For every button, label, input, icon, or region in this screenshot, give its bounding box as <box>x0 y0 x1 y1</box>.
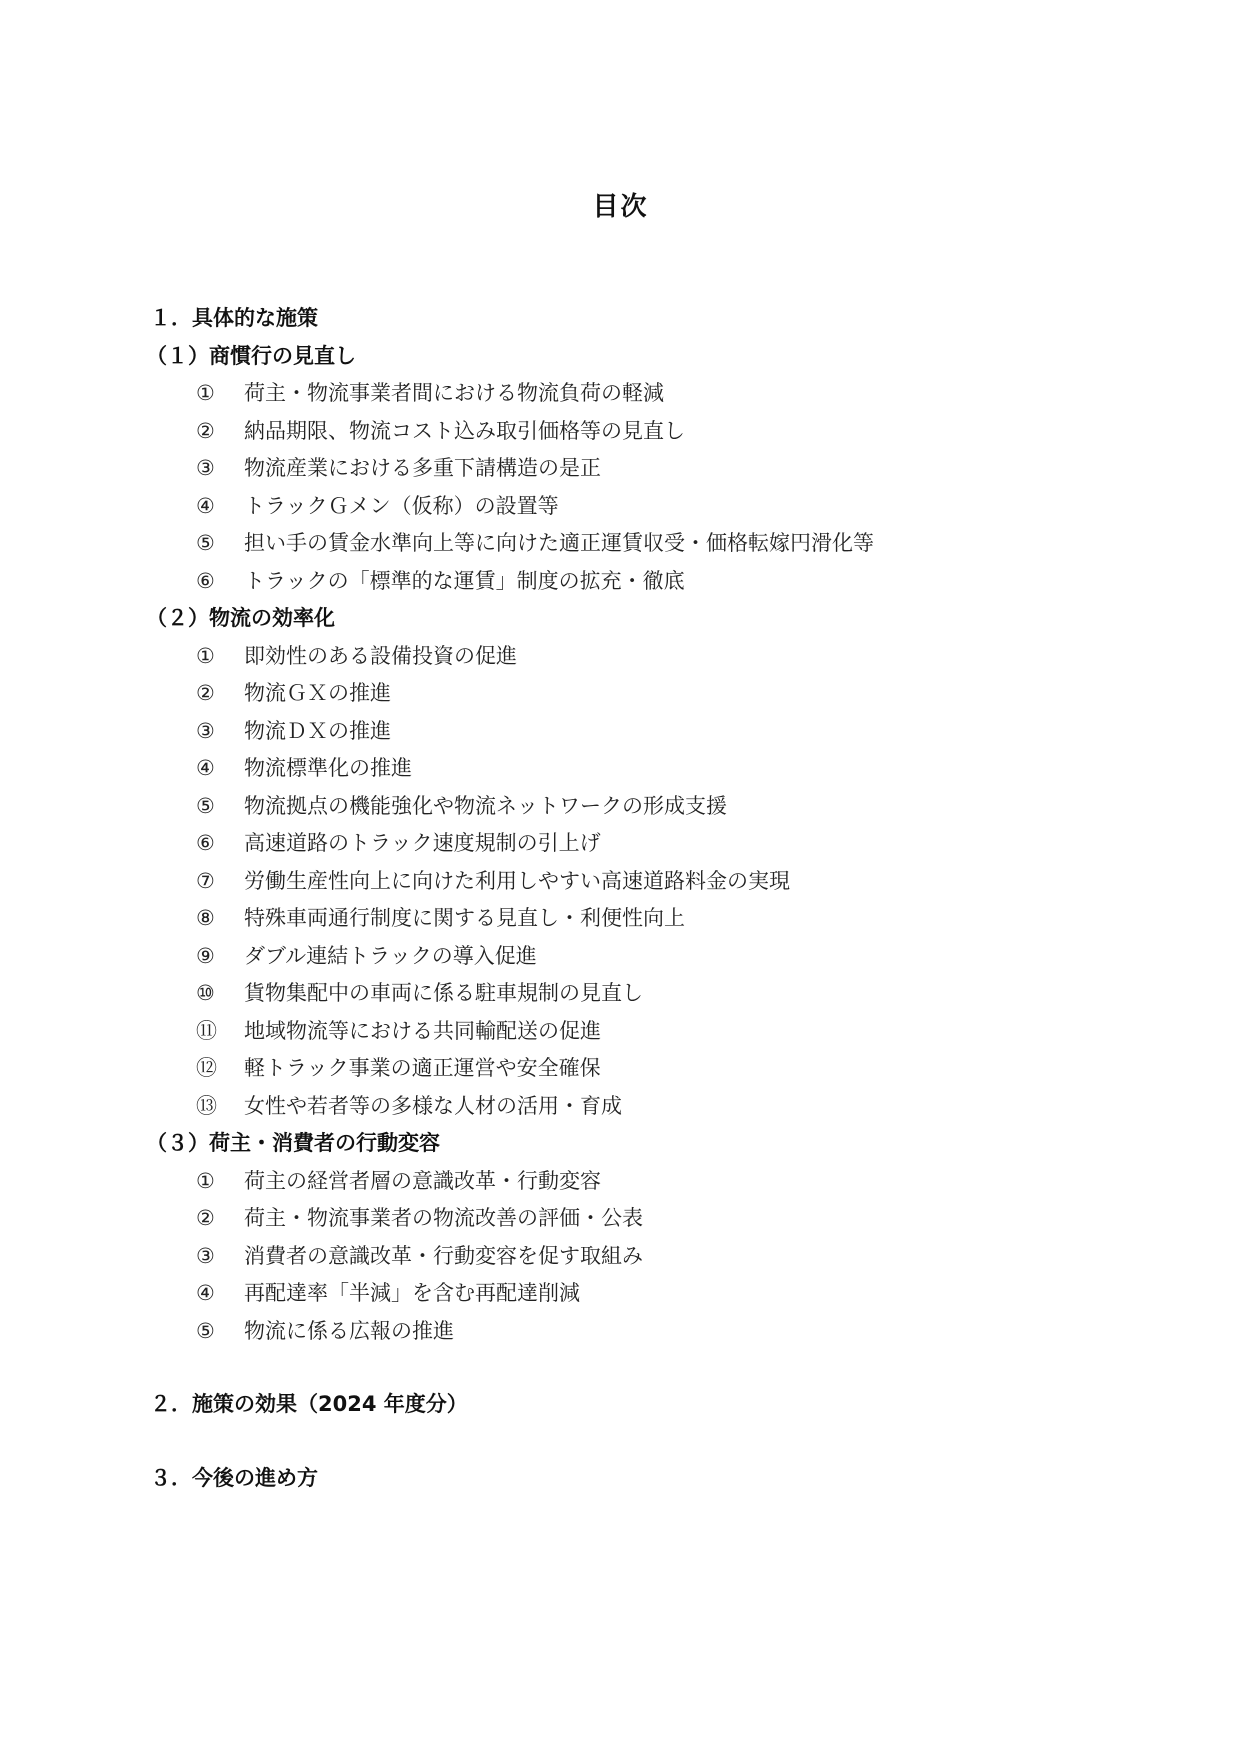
toc-item[interactable] <box>150 1275 1150 1313</box>
toc-item[interactable] <box>150 825 1150 863</box>
toc-item[interactable] <box>150 1200 1150 1238</box>
toc-item-number: ④ <box>196 756 215 780</box>
toc-item-text: 物流産業における多重下請構造の是正 <box>244 456 601 480</box>
toc-item[interactable] <box>150 675 1150 713</box>
toc-item-text: 女性や若者等の多様な人材の活用・育成 <box>244 1093 622 1118</box>
toc-item-text: 担い手の賃金水準向上等に向けた適正運賃収受・価格転嫁円滑化等 <box>244 531 874 555</box>
toc-item-text: 貨物集配中の車両に係る駐車規制の見直し <box>244 981 643 1005</box>
toc-item[interactable] <box>150 975 1150 1013</box>
toc-item-text: トラックの「標準的な運賃」制度の拡充・徹底 <box>244 568 685 593</box>
toc-item-text: 物流ＧＸの推進 <box>244 681 391 705</box>
toc-item-number: ① <box>196 381 215 405</box>
toc-item-number: ⑥ <box>196 568 215 593</box>
toc-item[interactable] <box>150 1163 1150 1201</box>
toc-item-number: ② <box>196 1206 215 1230</box>
toc-item[interactable] <box>150 788 1150 826</box>
toc-item-number: ② <box>196 681 215 705</box>
toc-item-number: ⑫ <box>196 1056 217 1080</box>
toc-section-heading[interactable]: ２．施策の効果（2024 年度分） <box>150 1392 468 1416</box>
toc-item[interactable] <box>150 1013 1150 1051</box>
toc-item-text: 地域物流等における共同輸配送の促進 <box>244 1018 601 1043</box>
toc-item[interactable] <box>150 750 1150 788</box>
toc-item-number: ④ <box>196 493 215 518</box>
toc-item[interactable] <box>150 1313 1150 1351</box>
toc-item-number: ⑨ <box>196 943 215 968</box>
toc-item[interactable] <box>150 900 1150 938</box>
toc-item-text: 物流に係る広報の推進 <box>244 1318 454 1343</box>
toc-item-text: 高速道路のトラック速度規制の引上げ <box>244 831 601 855</box>
toc-item-text: トラックＧメン（仮称）の設置等 <box>244 493 559 518</box>
toc-item-number: ⑪ <box>196 1018 217 1043</box>
toc-item-number: ① <box>196 643 215 668</box>
toc-item[interactable] <box>150 525 1150 563</box>
toc-item[interactable] <box>150 713 1150 751</box>
toc-subsection-heading[interactable]: （３）荷主・消費者の行動変容 <box>146 1131 440 1155</box>
toc-item-number: ② <box>196 418 215 443</box>
toc-item-text: 再配達率「半減」を含む再配達削減 <box>244 1281 580 1305</box>
toc-subsection-heading[interactable]: （２）物流の効率化 <box>146 606 335 630</box>
toc-item-number: ③ <box>196 456 215 480</box>
toc-section-heading[interactable]: ３．今後の進め方 <box>150 1465 318 1490</box>
toc-item-number: ③ <box>196 1243 215 1268</box>
toc-item-text: 物流拠点の機能強化や物流ネットワークの形成支援 <box>244 793 727 818</box>
toc-item-text: 納品期限、物流コスト込み取引価格等の見直し <box>244 418 685 443</box>
toc-item[interactable] <box>150 413 1150 451</box>
spacer <box>150 1424 1150 1460</box>
toc-item-text: 荷主・物流事業者間における物流負荷の軽減 <box>244 381 664 405</box>
toc-item[interactable] <box>150 488 1150 526</box>
toc-item-number: ⑤ <box>196 1318 215 1343</box>
toc-item-text: 消費者の意識改革・行動変容を促す取組み <box>244 1243 643 1268</box>
toc-item-text: 特殊車両通行制度に関する見直し・利便性向上 <box>244 906 685 930</box>
page-title: 目次 <box>592 192 649 222</box>
toc-item-text: ダブル連結トラックの導入促進 <box>244 943 537 968</box>
toc-item-number: ① <box>196 1168 215 1193</box>
table-of-contents <box>146 300 1150 1497</box>
toc-item-number: ③ <box>196 718 215 743</box>
toc-item-text: 荷主・物流事業者の物流改善の評価・公表 <box>244 1206 643 1230</box>
toc-item-text: 荷主の経営者層の意識改革・行動変容 <box>244 1168 601 1193</box>
spacer <box>150 1350 1150 1386</box>
toc-item-number: ⑤ <box>196 793 215 818</box>
toc-item[interactable] <box>150 563 1150 601</box>
toc-item[interactable] <box>150 938 1150 976</box>
toc-item[interactable] <box>150 375 1150 413</box>
toc-item-text: 物流標準化の推進 <box>244 756 412 780</box>
toc-section-heading[interactable]: １．具体的な施策 <box>150 306 318 330</box>
toc-item[interactable] <box>150 450 1150 488</box>
toc-item[interactable] <box>150 1088 1150 1126</box>
toc-item-number: ④ <box>196 1281 215 1305</box>
toc-item[interactable] <box>150 1050 1150 1088</box>
toc-item-number: ⑧ <box>196 906 215 930</box>
toc-item-number: ⑬ <box>196 1093 217 1118</box>
toc-item-text: 物流ＤＸの推進 <box>244 718 391 743</box>
toc-subsection-heading[interactable]: （１）商慣行の見直し <box>146 343 356 368</box>
toc-item-number: ⑦ <box>196 868 215 893</box>
toc-item-text: 即効性のある設備投資の促進 <box>244 643 517 668</box>
toc-item-text: 労働生産性向上に向けた利用しやすい高速道路料金の実現 <box>244 868 790 893</box>
toc-item[interactable] <box>150 863 1150 901</box>
toc-item-number: ⑥ <box>196 831 215 855</box>
toc-item-text: 軽トラック事業の適正運営や安全確保 <box>244 1056 601 1080</box>
toc-item-number: ⑩ <box>196 981 215 1005</box>
toc-item[interactable] <box>150 638 1150 676</box>
toc-item-number: ⑤ <box>196 531 215 555</box>
toc-item[interactable] <box>150 1238 1150 1276</box>
